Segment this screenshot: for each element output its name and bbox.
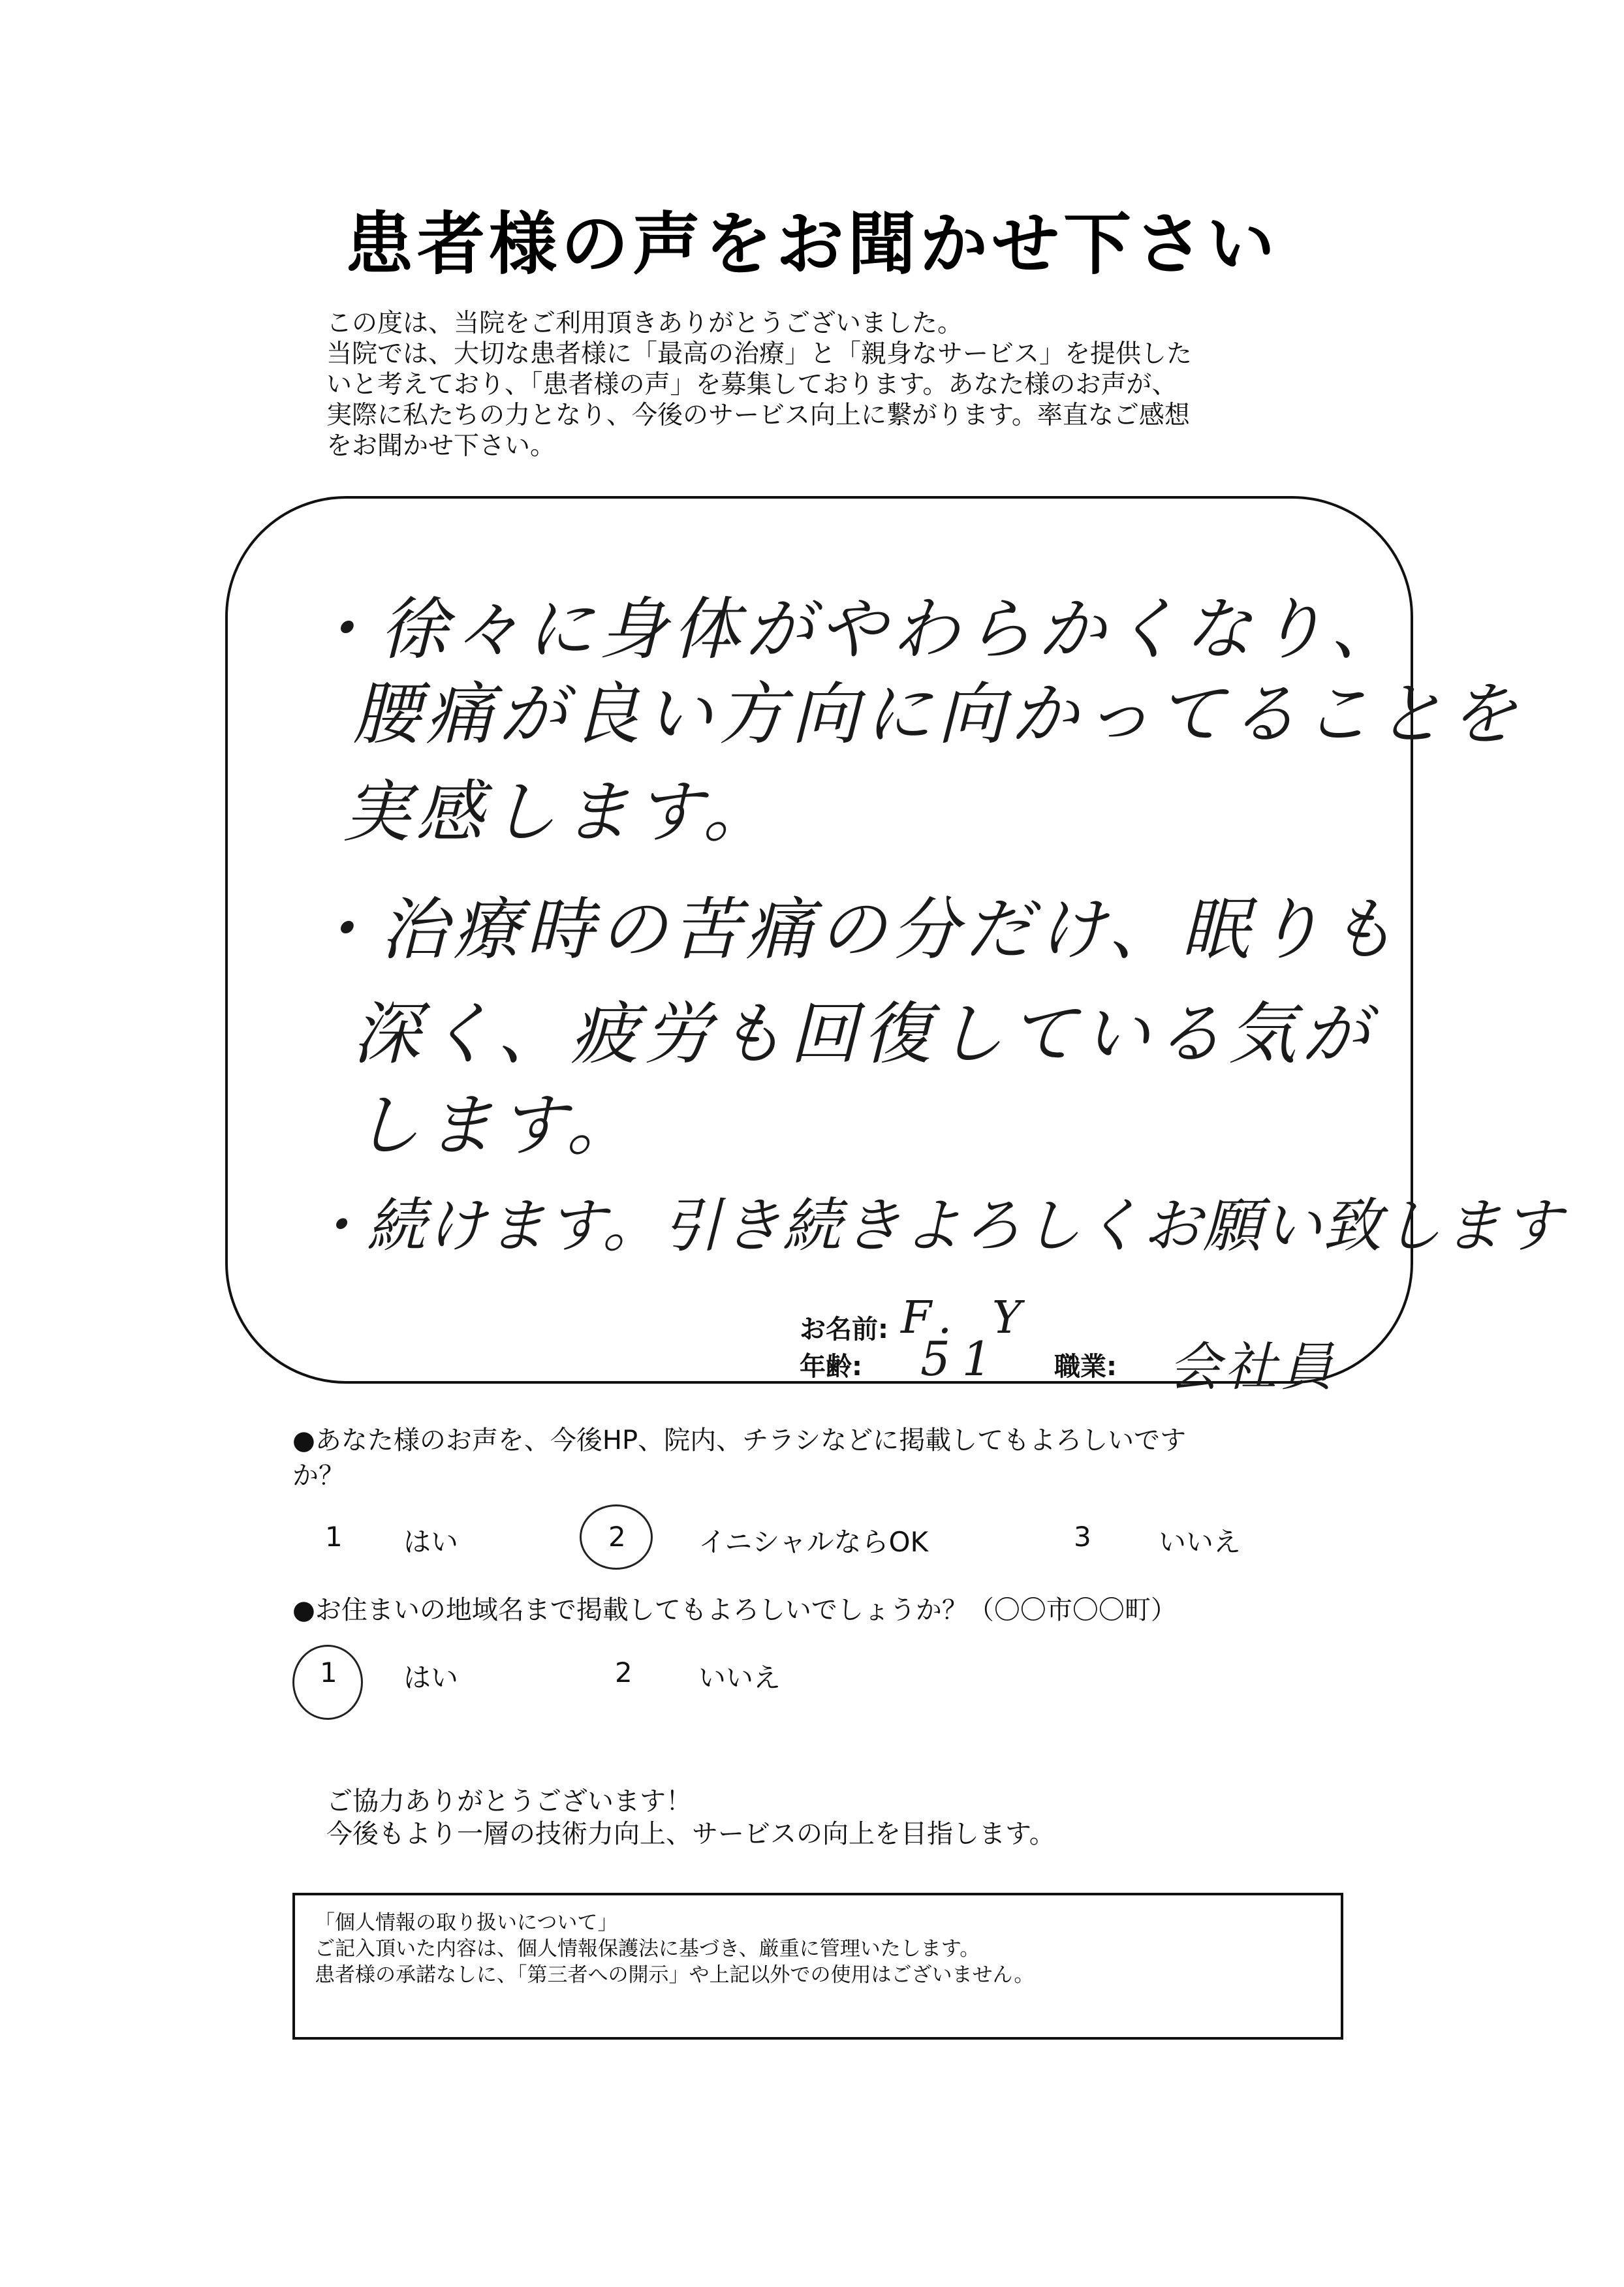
privacy-heading: 「個人情報の取り扱いについて」 bbox=[315, 1911, 618, 1935]
comment-line: します。 bbox=[352, 1085, 640, 1165]
comment-line: ・続けます。引き続きよろしくお願い致します bbox=[307, 1192, 1563, 1260]
job-label: 職業: bbox=[1054, 1352, 1117, 1382]
intro-paragraph bbox=[326, 308, 1371, 461]
intro-line: 実際に私たちの力となり、今後のサービス向上に繋がります。率直なご感想 bbox=[326, 401, 1190, 430]
privacy-notice bbox=[292, 1893, 1343, 2040]
thanks-line: ご協力ありがとうございます！ bbox=[326, 1786, 692, 1816]
q1-option-1-label[interactable]: はい bbox=[403, 1526, 459, 1558]
q2-option-1-label[interactable]: はい bbox=[403, 1662, 459, 1694]
name-value: F. Y bbox=[901, 1292, 1035, 1344]
q1-option-2-num[interactable]: 2 bbox=[608, 1521, 626, 1553]
privacy-line: ご記入頂いた内容は、個人情報保護法に基づき、厳重に管理いたします。 bbox=[315, 1937, 980, 1961]
comment-line: ・徐々に身体がやわらかくなり、 bbox=[307, 589, 1404, 669]
intro-line: この度は、当院をご利用頂きありがとうございました。 bbox=[326, 309, 963, 338]
privacy-line: 患者様の承諾なしに、「第三者への開示」や上記以外での使用はございません。 bbox=[315, 1963, 1035, 1987]
job-value: 会社員 bbox=[1168, 1337, 1337, 1397]
intro-line: 当院では、大切な患者様に「最高の治療」と「親身なサービス」を提供した bbox=[326, 339, 1193, 369]
question-1 bbox=[292, 1423, 1363, 1493]
thanks-line: 今後もより一層の技術力向上、サービスの向上を目指します。 bbox=[326, 1819, 1055, 1849]
comment-line: 実感します。 bbox=[343, 772, 776, 852]
q2-option-1-num[interactable]: 1 bbox=[320, 1657, 337, 1688]
q2-option-2-num[interactable]: 2 bbox=[615, 1657, 632, 1688]
age-label: 年齢: bbox=[800, 1352, 862, 1382]
question-1-text-cont: か？ bbox=[292, 1461, 345, 1491]
comment-line: 腰痛が良い方向に向かってることを bbox=[352, 674, 1523, 754]
name-label: お名前: bbox=[800, 1315, 888, 1345]
q2-option-2-label[interactable]: いいえ bbox=[698, 1662, 781, 1694]
age-value: 51 bbox=[920, 1331, 1004, 1386]
intro-line: をお聞かせ下さい。 bbox=[326, 431, 556, 461]
comment-line: 深く、疲労も回復している気が bbox=[352, 994, 1375, 1074]
thanks-message bbox=[326, 1785, 1055, 1850]
q1-option-3-num[interactable]: 3 bbox=[1074, 1521, 1091, 1553]
q1-option-1-num[interactable]: 1 bbox=[325, 1521, 343, 1553]
intro-line: いと考えており、「患者様の声」を募集しております。あなた様のお声が、 bbox=[326, 370, 1178, 399]
comment-line: ・治療時の苦痛の分だけ、眠りも bbox=[307, 890, 1401, 969]
q1-option-3-label[interactable]: いいえ bbox=[1159, 1526, 1241, 1558]
page-title: 患者様の声をお聞かせ下さい bbox=[345, 204, 1279, 284]
question-2-text: ●お住まいの地域名まで掲載してもよろしいでしょうか？（〇〇市〇〇町） bbox=[292, 1595, 1177, 1625]
q1-option-2-label[interactable]: イニシャルならOK bbox=[698, 1526, 929, 1558]
question-1-text: ●あなた様のお声を、今後HP、院内、チラシなどに掲載してもよろしいです bbox=[292, 1425, 1187, 1455]
